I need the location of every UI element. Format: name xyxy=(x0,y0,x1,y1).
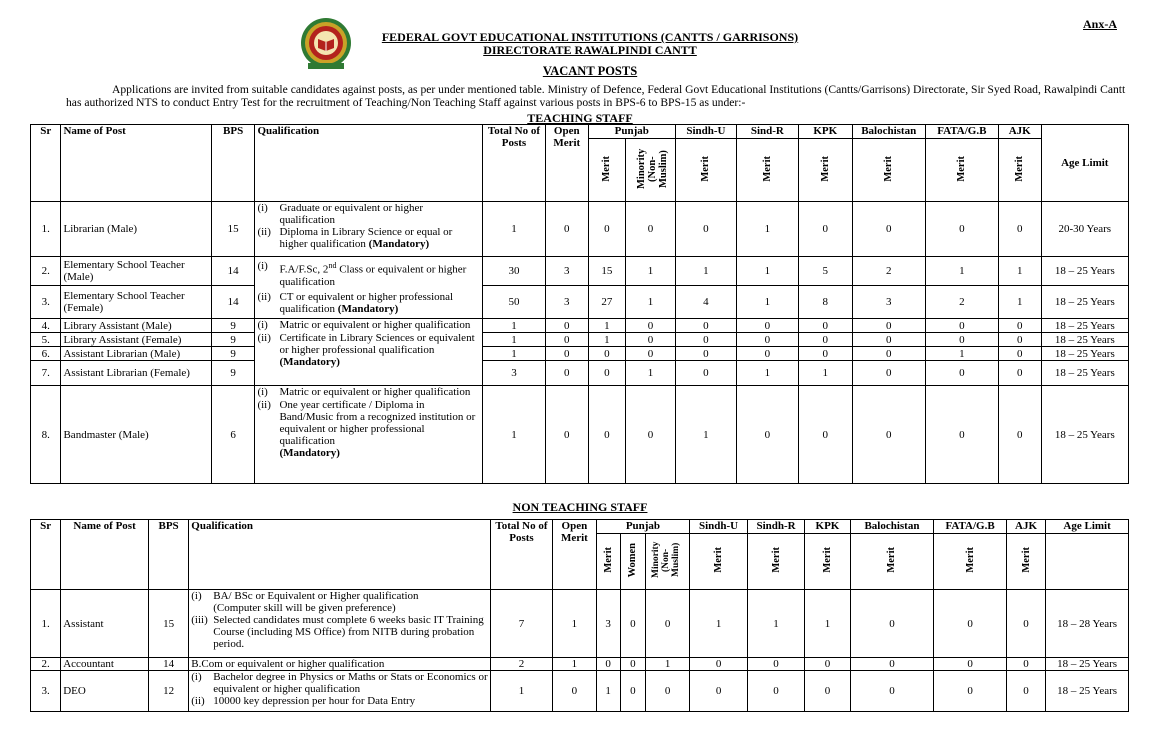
cell-total: 50 xyxy=(482,286,545,319)
col-fata: FATA/G.B xyxy=(934,520,1007,534)
cell-punjab-merit: 0 xyxy=(588,361,626,386)
sub-merit: Merit xyxy=(713,547,725,573)
col-sind-r: Sind-R xyxy=(736,125,798,139)
table-row xyxy=(31,590,1129,658)
table-row xyxy=(31,333,1129,347)
cell-total: 3 xyxy=(482,361,545,386)
cell-sindh-u: 0 xyxy=(675,347,736,361)
cell-punjab-minority: 1 xyxy=(626,361,676,386)
cell-name: DEO xyxy=(61,671,149,712)
cell-sindh-u: 0 xyxy=(675,333,736,347)
cell-ajk: 0 xyxy=(998,347,1041,361)
cell-punjab-minority: 0 xyxy=(645,590,689,658)
cell-sr: 8. xyxy=(31,386,61,484)
qual-text: CT or equivalent or higher professional qualification xyxy=(279,290,454,315)
col-total: Total No of Posts xyxy=(482,125,545,202)
cell-balochistan: 0 xyxy=(852,319,925,333)
cell-sindh-r: 0 xyxy=(747,671,804,712)
cell-sr: 7. xyxy=(31,361,61,386)
sub-merit: Merit xyxy=(964,547,976,573)
sub-minority: Minority (Non-Muslim) xyxy=(650,541,681,579)
cell-punjab-merit: 0 xyxy=(588,202,626,257)
table-row xyxy=(31,319,1129,333)
cell-bps: 9 xyxy=(211,347,255,361)
cell-balochistan: 0 xyxy=(852,386,925,484)
cell-bps: 14 xyxy=(148,658,188,671)
cell-name: Accountant xyxy=(61,658,149,671)
cell-total: 1 xyxy=(482,386,545,484)
cell-punjab-minority: 0 xyxy=(645,671,689,712)
col-ajk: AJK xyxy=(998,125,1041,139)
cell-punjab-merit: 0 xyxy=(588,386,626,484)
cell-bps: 12 xyxy=(148,671,188,712)
cell-age: 18 – 25 Years xyxy=(1041,333,1128,347)
cell-open: 0 xyxy=(545,333,588,347)
cell-punjab-merit: 1 xyxy=(588,333,626,347)
col-kpk: KPK xyxy=(798,125,852,139)
cell-open: 3 xyxy=(545,286,588,319)
cell-bps: 14 xyxy=(211,257,255,286)
cell-balochistan: 0 xyxy=(852,347,925,361)
list-num: (ii) xyxy=(257,399,271,411)
cell-total: 2 xyxy=(490,658,553,671)
table-row xyxy=(31,347,1129,361)
cell-age: 18 – 25 Years xyxy=(1041,361,1128,386)
cell-punjab-women: 0 xyxy=(620,658,645,671)
cell-total: 1 xyxy=(482,333,545,347)
cell-bps: 9 xyxy=(211,319,255,333)
col-sindh-u: Sindh-U xyxy=(675,125,736,139)
cell-open: 0 xyxy=(553,671,596,712)
teaching-staff-title: TEACHING STAFF xyxy=(527,111,633,125)
cell-qualification xyxy=(255,202,483,257)
cell-sindh-u: 1 xyxy=(675,386,736,484)
cell-balochistan: 0 xyxy=(852,333,925,347)
sub-merit: Merit xyxy=(956,155,968,182)
cell-sr: 5. xyxy=(31,333,61,347)
table-row xyxy=(31,286,1129,319)
cell-name: Bandmaster (Male) xyxy=(61,386,211,484)
cell-ajk: 0 xyxy=(998,386,1041,484)
cell-age: 18 – 25 Years xyxy=(1041,286,1128,319)
cell-total: 1 xyxy=(482,319,545,333)
sub-merit: Merit xyxy=(602,547,614,573)
col-punjab: Punjab xyxy=(596,520,690,534)
mandatory-label: (Mandatory) xyxy=(368,238,430,250)
col-name: Name of Post xyxy=(61,520,149,590)
cell-balochistan: 0 xyxy=(852,361,925,386)
cell-punjab-women: 0 xyxy=(620,590,645,658)
cell-fata: 0 xyxy=(934,590,1007,658)
cell-fata: 0 xyxy=(934,658,1007,671)
qual-text: Bachelor degree in Physics or Maths or Stats or Economics or equivalent or higher qualification xyxy=(213,671,488,695)
cell-age: 18 – 25 Years xyxy=(1046,671,1129,712)
cell-ajk: 0 xyxy=(998,202,1041,257)
cell-punjab-minority: 1 xyxy=(645,658,689,671)
cell-sindh-u: 0 xyxy=(675,202,736,257)
cell-sind-r: 0 xyxy=(736,319,798,333)
cell-fata: 1 xyxy=(925,347,998,361)
cell-bps: 15 xyxy=(211,202,255,257)
cell-age: 18 – 25 Years xyxy=(1041,257,1128,286)
qual-text: Selected candidates must complete 6 weeks basic IT Training Course (including MS Office) from NITB during probation period. xyxy=(213,614,484,650)
cell-sr: 3. xyxy=(31,671,61,712)
vacant-posts-title: VACANT POSTS xyxy=(542,64,638,78)
cell-bps: 15 xyxy=(148,590,188,658)
cell-kpk: 1 xyxy=(805,590,850,658)
cell-sindh-u: 1 xyxy=(690,590,747,658)
cell-sind-r: 1 xyxy=(736,286,798,319)
cell-total: 1 xyxy=(482,202,545,257)
cell-balochistan: 0 xyxy=(852,202,925,257)
col-sr: Sr xyxy=(31,520,61,590)
cell-punjab-minority: 1 xyxy=(626,286,676,319)
cell-open: 0 xyxy=(545,347,588,361)
cell-name: Assistant Librarian (Female) xyxy=(61,361,211,386)
cell-name: Assistant Librarian (Male) xyxy=(61,347,211,361)
cell-sind-r: 1 xyxy=(736,202,798,257)
cell-kpk: 5 xyxy=(798,257,852,286)
list-num: (i) xyxy=(191,671,202,683)
col-open: Open Merit xyxy=(553,520,596,590)
cell-punjab-merit: 1 xyxy=(588,319,626,333)
col-fata: FATA/G.B xyxy=(925,125,998,139)
list-num: (ii) xyxy=(257,290,271,303)
cell-punjab-minority: 1 xyxy=(626,257,676,286)
table-row xyxy=(31,386,1129,484)
cell-kpk: 0 xyxy=(798,347,852,361)
col-total: Total No of Posts xyxy=(490,520,553,590)
qual-text: BA/ BSc or Equivalent or Higher qualification xyxy=(213,590,419,602)
col-bps: BPS xyxy=(148,520,188,590)
cell-total: 7 xyxy=(490,590,553,658)
cell-balochistan: 0 xyxy=(850,590,934,658)
cell-punjab-merit: 27 xyxy=(588,286,626,319)
list-num: (ii) xyxy=(191,695,205,707)
sub-merit: Merit xyxy=(819,155,831,182)
cell-sindh-r: 1 xyxy=(747,590,804,658)
col-name: Name of Post xyxy=(61,125,211,202)
cell-sind-r: 1 xyxy=(736,257,798,286)
cell-sind-r: 0 xyxy=(736,347,798,361)
cell-balochistan: 0 xyxy=(850,671,934,712)
cell-open: 0 xyxy=(545,386,588,484)
cell-qualification xyxy=(255,319,483,386)
cell-ajk: 0 xyxy=(1006,590,1045,658)
col-bps: BPS xyxy=(211,125,255,202)
qual-text: Class or equivalent or higher qualification xyxy=(279,263,467,288)
cell-bps: 14 xyxy=(211,286,255,319)
cell-open: 1 xyxy=(553,590,596,658)
cell-sindh-u: 1 xyxy=(675,257,736,286)
col-qualification: Qualification xyxy=(255,125,483,202)
cell-qualification: B.Com or equivalent or higher qualification xyxy=(189,658,490,671)
qual-text: 10000 key depression per hour for Data Entry xyxy=(213,695,416,707)
cell-kpk: 0 xyxy=(805,671,850,712)
cell-age: 18 – 28 Years xyxy=(1046,590,1129,658)
cell-punjab-minority: 0 xyxy=(626,347,676,361)
col-age: Age Limit xyxy=(1041,125,1128,202)
list-num: (i) xyxy=(257,260,268,273)
institution-logo xyxy=(294,15,358,73)
cell-kpk: 8 xyxy=(798,286,852,319)
cell-open: 3 xyxy=(545,257,588,286)
cell-total: 1 xyxy=(482,347,545,361)
cell-age: 18 – 25 Years xyxy=(1041,347,1128,361)
cell-age: 18 – 25 Years xyxy=(1041,319,1128,333)
qual-text: Diploma in Library Science or equal or higher qualification xyxy=(279,226,453,250)
cell-bps: 6 xyxy=(211,386,255,484)
cell-kpk: 0 xyxy=(798,333,852,347)
header-line-2: DIRECTORATE RAWALPINDI CANTT xyxy=(483,43,697,57)
cell-ajk: 0 xyxy=(998,319,1041,333)
cell-fata: 0 xyxy=(925,333,998,347)
cell-name: Library Assistant (Male) xyxy=(61,319,211,333)
cell-punjab-merit: 1 xyxy=(596,671,620,712)
cell-fata: 0 xyxy=(925,319,998,333)
sub-merit: Merit xyxy=(886,547,898,573)
cell-kpk: 0 xyxy=(798,319,852,333)
cell-fata: 0 xyxy=(934,671,1007,712)
cell-balochistan: 3 xyxy=(852,286,925,319)
cell-sr: 6. xyxy=(31,347,61,361)
cell-sr: 2. xyxy=(31,257,61,286)
cell-sindh-u: 0 xyxy=(690,671,747,712)
cell-ajk: 0 xyxy=(998,361,1041,386)
cell-sind-r: 0 xyxy=(736,386,798,484)
cell-age: 18 – 25 Years xyxy=(1041,386,1128,484)
list-num: (ii) xyxy=(257,332,271,344)
cell-sindh-u: 0 xyxy=(675,319,736,333)
sub-merit: Merit xyxy=(700,155,712,182)
sub-merit: Merit xyxy=(761,155,773,182)
cell-sindh-u: 4 xyxy=(675,286,736,319)
cell-total: 1 xyxy=(490,671,553,712)
intro-paragraph: Applications are invited from suitable candidates against posts, as per under mentioned table. Ministry of Defence, Federal Govt Educational Institutions (Cantts/Garrisons) Directorate, Sir Syed Road, Rawalpindi Cantt has authorized NTS to conduct Entry Test for the recruitment of Teaching/Non Teaching Staff against various posts in BPS-6 to BPS-15 as under:- xyxy=(66,83,1126,109)
cell-punjab-minority: 0 xyxy=(626,386,676,484)
sub-women: Women xyxy=(627,542,639,578)
qual-text: F.A/F.Sc, 2 xyxy=(279,263,329,276)
cell-open: 0 xyxy=(545,202,588,257)
qual-note: (Computer skill will be given preference) xyxy=(213,602,396,614)
cell-ajk: 1 xyxy=(998,286,1041,319)
cell-punjab-minority: 0 xyxy=(626,319,676,333)
sub-merit: Merit xyxy=(770,547,782,573)
cell-sind-r: 0 xyxy=(736,333,798,347)
qual-sup: nd xyxy=(328,261,337,271)
col-sr: Sr xyxy=(31,125,61,202)
list-num: (ii) xyxy=(257,226,271,238)
col-sindh-r: Sindh-R xyxy=(747,520,804,534)
cell-ajk: 0 xyxy=(1006,671,1045,712)
cell-sr: 3. xyxy=(31,286,61,319)
qual-text: Certificate in Library Sciences or equivalent or higher professional qualification xyxy=(279,332,475,356)
cell-fata: 0 xyxy=(925,202,998,257)
cell-bps: 9 xyxy=(211,361,255,386)
annex-label: Anx-A xyxy=(1082,17,1117,31)
cell-age: 20-30 Years xyxy=(1041,202,1128,257)
sub-merit: Merit xyxy=(821,547,833,573)
cell-punjab-merit: 15 xyxy=(588,257,626,286)
cell-punjab-women: 0 xyxy=(620,671,645,712)
cell-name: Elementary School Teacher (Male) xyxy=(61,257,211,286)
list-num: (i) xyxy=(191,590,202,602)
cell-balochistan: 0 xyxy=(850,658,934,671)
sub-merit: Merit xyxy=(1014,155,1026,182)
col-sindh-u: Sindh-U xyxy=(690,520,747,534)
col-balochistan: Balochistan xyxy=(852,125,925,139)
cell-sindh-u: 0 xyxy=(675,361,736,386)
sub-merit: Merit xyxy=(883,155,895,182)
mandatory-label: (Mandatory) xyxy=(337,302,399,315)
cell-fata: 2 xyxy=(925,286,998,319)
header-line-1: FEDERAL GOVT EDUCATIONAL INSTITUTIONS (CANTTS / GARRISONS) xyxy=(381,30,799,44)
cell-fata: 0 xyxy=(925,361,998,386)
cell-sr: 4. xyxy=(31,319,61,333)
cell-fata: 1 xyxy=(925,257,998,286)
col-qualification: Qualification xyxy=(189,520,490,590)
qual-text: One year certificate / Diploma in Band/Music from a recognized institution or equivalent or higher professional qualification xyxy=(279,399,476,447)
cell-total: 30 xyxy=(482,257,545,286)
cell-ajk: 0 xyxy=(998,333,1041,347)
cell-punjab-merit: 0 xyxy=(588,347,626,361)
teaching-staff-table xyxy=(30,124,1129,484)
table-row xyxy=(31,202,1129,257)
cell-kpk: 1 xyxy=(798,361,852,386)
list-num: (i) xyxy=(257,386,268,398)
cell-sr: 1. xyxy=(31,202,61,257)
table-row xyxy=(31,671,1129,712)
col-balochistan: Balochistan xyxy=(850,520,934,534)
col-punjab: Punjab xyxy=(588,125,675,139)
col-kpk: KPK xyxy=(805,520,850,534)
cell-punjab-minority: 0 xyxy=(626,202,676,257)
list-num: (i) xyxy=(257,202,268,214)
cell-sind-r: 1 xyxy=(736,361,798,386)
cell-sindh-u: 0 xyxy=(690,658,747,671)
cell-qualification xyxy=(255,257,483,319)
cell-age: 18 – 25 Years xyxy=(1046,658,1129,671)
cell-punjab-merit: 3 xyxy=(596,590,620,658)
cell-open: 0 xyxy=(545,361,588,386)
qual-text: Matric or equivalent or higher qualification xyxy=(279,319,471,331)
cell-sr: 2. xyxy=(31,658,61,671)
sub-merit: Merit xyxy=(1020,547,1032,573)
non-teaching-staff-table xyxy=(30,519,1129,712)
table-row xyxy=(31,361,1129,386)
cell-balochistan: 2 xyxy=(852,257,925,286)
cell-qualification xyxy=(255,386,483,484)
cell-name: Assistant xyxy=(61,590,149,658)
cell-sindh-r: 0 xyxy=(747,658,804,671)
cell-punjab-merit: 0 xyxy=(596,658,620,671)
cell-punjab-minority: 0 xyxy=(626,333,676,347)
cell-kpk: 0 xyxy=(805,658,850,671)
qual-text: Matric or equivalent or higher qualification xyxy=(279,386,471,398)
cell-open: 1 xyxy=(553,658,596,671)
cell-name: Elementary School Teacher (Female) xyxy=(61,286,211,319)
cell-name: Library Assistant (Female) xyxy=(61,333,211,347)
cell-ajk: 0 xyxy=(1006,658,1045,671)
col-open: Open Merit xyxy=(545,125,588,202)
col-age: Age Limit xyxy=(1046,520,1129,534)
cell-open: 0 xyxy=(545,319,588,333)
mandatory-label: (Mandatory) xyxy=(279,356,340,368)
mandatory-label: (Mandatory) xyxy=(279,447,340,459)
non-teaching-staff-title: NON TEACHING STAFF xyxy=(512,500,648,514)
list-num: (iii) xyxy=(191,614,208,626)
cell-qualification xyxy=(189,590,490,658)
cell-name: Librarian (Male) xyxy=(61,202,211,257)
sub-merit: Merit xyxy=(601,155,613,182)
cell-sr: 1. xyxy=(31,590,61,658)
cell-bps: 9 xyxy=(211,333,255,347)
qual-text: Graduate or equivalent or higher qualification xyxy=(279,202,424,226)
sub-minority: Minority (Non-Muslim) xyxy=(635,148,669,189)
cell-kpk: 0 xyxy=(798,202,852,257)
table-row xyxy=(31,658,1129,671)
cell-fata: 0 xyxy=(925,386,998,484)
table-row xyxy=(31,257,1129,286)
cell-kpk: 0 xyxy=(798,386,852,484)
col-ajk: AJK xyxy=(1006,520,1045,534)
list-num: (i) xyxy=(257,319,268,331)
cell-qualification xyxy=(189,671,490,712)
cell-ajk: 1 xyxy=(998,257,1041,286)
